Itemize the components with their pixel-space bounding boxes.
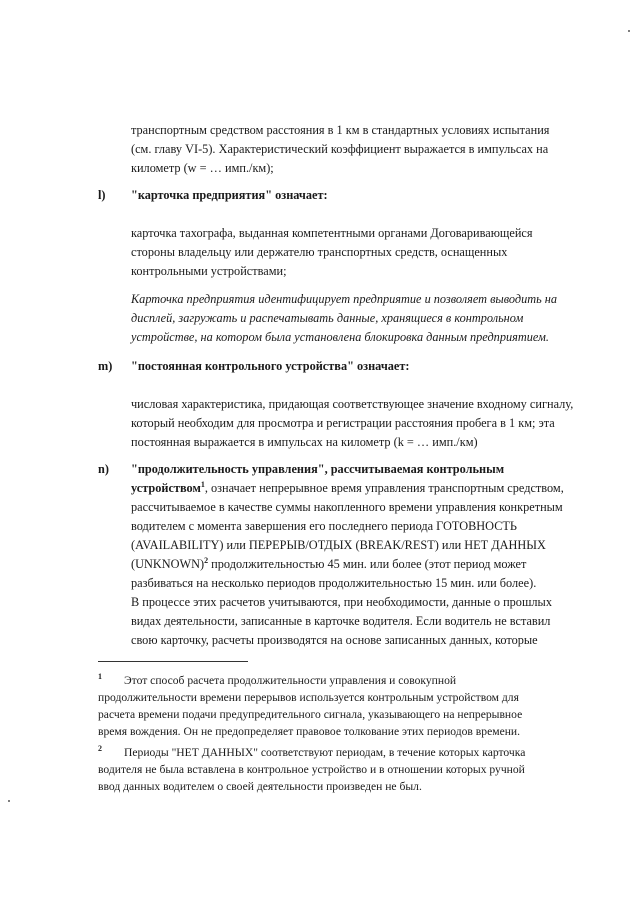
- text-line: водителем с момента завершения его последнего периода ГОТОВНОСТЬ: [131, 519, 517, 533]
- scan-speck: [8, 800, 10, 802]
- text-line: ввод данных водителем о своей деятельности произведен не был.: [98, 780, 422, 793]
- item-m-label: m): [98, 359, 113, 373]
- text-line: водителя не была вставлена в контрольное устройство и в отношении которых ручной: [98, 763, 525, 776]
- item-l-definition: [131, 224, 591, 281]
- continuation-paragraph: [131, 121, 591, 178]
- text-line: видах деятельности, записанные в карточке водителя. Если водитель не вставил: [131, 614, 551, 628]
- footnote-separator: [98, 661, 248, 662]
- footnote-1: [98, 672, 568, 740]
- text-line: [131, 555, 601, 574]
- text-line: 2 Периоды "НЕТ ДАННЫХ" соответствуют периодам, в течение которых карточка: [98, 744, 526, 759]
- text-line: В процессе этих расчетов учитываются, при необходимости, данные о прошлых: [131, 595, 552, 609]
- text-line: продолжительности времени перерывов используется контрольным устройством для: [98, 691, 519, 704]
- unknown-tail: продолжительностью 45 мин. или более (этот период может: [208, 557, 527, 571]
- text-line: дисплей, загружать и распечатывать данные, хранящиеся в контрольном: [131, 311, 524, 325]
- text-line: время вождения. Он не предопределяет правовое толкование этих периодов времени.: [98, 725, 521, 738]
- text-line: разбиваться на несколько периодов продолжительностью 15 мин. или более).: [131, 576, 537, 590]
- footnote-2: [98, 744, 568, 795]
- item-l-label: l): [98, 188, 106, 202]
- text-line: транспортным средством расстояния в 1 км в стандартных условиях испытания: [131, 123, 550, 137]
- footnote-text: Этот способ расчета продолжительности управления и совокупной: [124, 674, 457, 687]
- item-l-note: [131, 290, 601, 347]
- footnote-text: Периоды "НЕТ ДАННЫХ" соответствуют периодам, в течение которых карточка: [124, 746, 526, 759]
- text-line: [131, 479, 601, 498]
- text-line: который необходим для просмотра и регистрации расстояния пробега в 1 км; эта: [131, 416, 555, 430]
- text-line: километр (w = … имп./км);: [131, 161, 274, 175]
- text-line: числовая характеристика, придающая соответствующее значение входному сигналу,: [131, 397, 574, 411]
- text-line: (см. главу VI-5). Характеристический коэффициент выражается в импульсах на: [131, 142, 549, 156]
- item-n-term-tail: , означает непрерывное время управления транспортным средством,: [204, 481, 564, 495]
- text-line: карточка тахографа, выданная компетентными органами Договаривающейся: [131, 226, 533, 240]
- item-m-term: "постоянная контрольного устройства" означает:: [131, 359, 410, 373]
- text-line: свою карточку, расчеты производятся на основе записанных данных, которые: [131, 633, 538, 647]
- item-l-term: "карточка предприятия" означает:: [131, 188, 328, 202]
- text-line: 1 Этот способ расчета продолжительности управления и совокупной: [98, 672, 457, 687]
- item-n-label: n): [98, 462, 109, 476]
- unknown-term: (UNKNOWN): [131, 557, 205, 571]
- text-line: контрольными устройствами;: [131, 264, 287, 278]
- text-line: стороны владельцу или держателю транспортных средств, оснащенных: [131, 245, 508, 259]
- footnote-ref-1: 1: [200, 479, 205, 489]
- text-line: (AVAILABILITY) или ПЕРЕРЫВ/ОТДЫХ (BREAK/REST) или НЕТ ДАННЫХ: [131, 538, 546, 552]
- text-line: устройстве, на котором была установлена блокировка данным предприятием.: [131, 330, 549, 344]
- text-line: расчета времени подачи предупредительного сигнала, указывающего на непрерывное: [98, 708, 523, 721]
- item-n-body: [131, 460, 601, 650]
- text-line: постоянная выражается в импульсах на километр (k = … имп./км): [131, 435, 478, 449]
- text-line: рассчитываемое в качестве суммы накопленного времени управления конкретным: [131, 500, 563, 514]
- item-n-term-end: устройством: [131, 481, 201, 495]
- footnote-ref-2: 2: [204, 555, 209, 565]
- item-m-definition: [131, 395, 601, 452]
- scan-speck: [628, 30, 630, 32]
- text-line: Карточка предприятия идентифицирует предприятие и позволяет выводить на: [131, 292, 558, 306]
- item-n-term: "продолжительность управления", рассчитываемая контрольным: [131, 462, 505, 476]
